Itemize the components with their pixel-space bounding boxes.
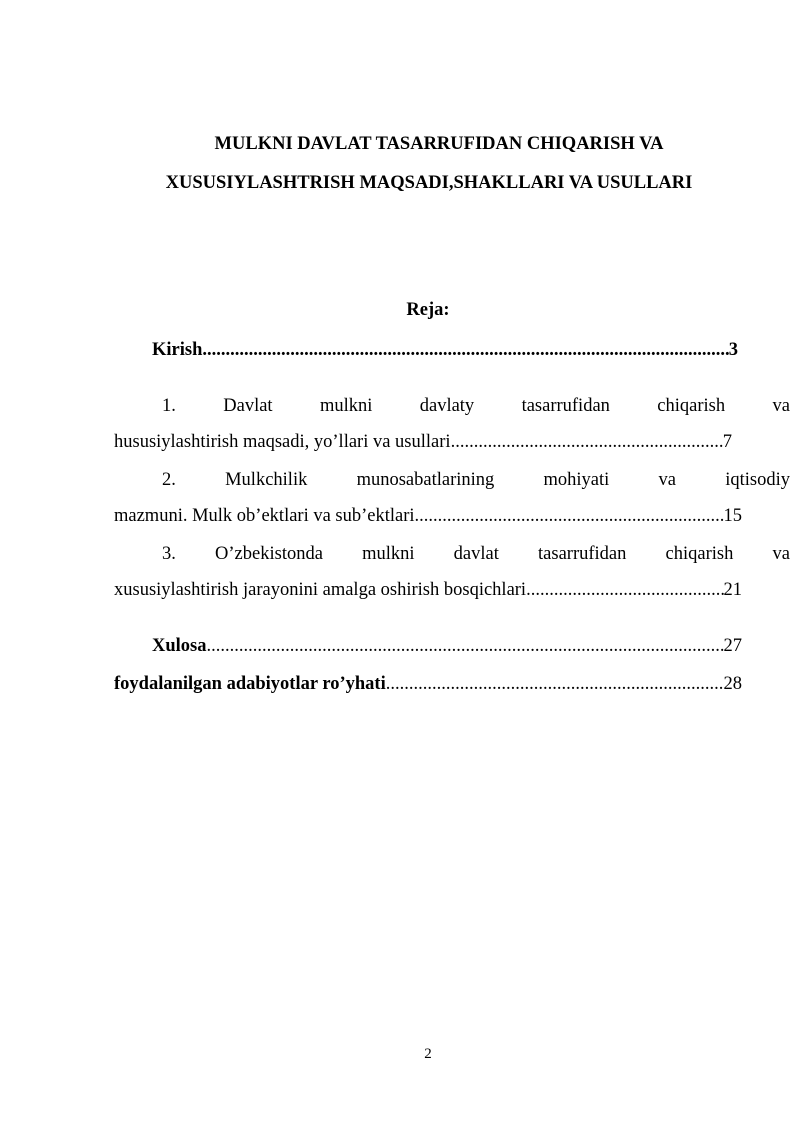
toc-item-1-line-2[interactable] bbox=[114, 430, 732, 454]
toc-item-3-line-2[interactable] bbox=[114, 578, 742, 602]
toc-entry-references[interactable] bbox=[114, 672, 742, 696]
toc-item-word: davlaty bbox=[419, 396, 475, 416]
toc-conclusion-label: Xulosa bbox=[152, 636, 207, 656]
toc-item-word: O’zbekistonda bbox=[215, 544, 323, 564]
toc-conclusion-page: 27 bbox=[723, 636, 742, 656]
toc-item-word: tasarrufidan bbox=[538, 544, 627, 564]
toc-leader-dots bbox=[526, 578, 723, 602]
plan-heading: Reja: bbox=[406, 300, 450, 320]
toc-item-word: va bbox=[658, 470, 676, 490]
toc-intro-label: Kirish bbox=[152, 340, 203, 360]
document-title-line-2: XUSUSIYLASHTRISH MAQSADI,SHAKLLARI VA USULLARI bbox=[165, 173, 693, 193]
toc-references-label: foydalanilgan adabiyotlar ro’yhati bbox=[114, 674, 386, 694]
toc-item-word: Mulkchilik bbox=[225, 470, 308, 490]
toc-item-page: 21 bbox=[723, 580, 742, 600]
toc-item-word: chiqarish bbox=[665, 544, 734, 564]
toc-item-page: 7 bbox=[722, 432, 732, 452]
toc-item-text: mazmuni. Mulk ob’ektlari va sub’ektlari bbox=[114, 506, 415, 526]
toc-leader-dots bbox=[415, 504, 724, 528]
toc-item-number: 3. bbox=[162, 544, 176, 564]
toc-item-word: iqtisodiy bbox=[725, 470, 790, 490]
toc-item-2-line-1[interactable] bbox=[114, 468, 790, 492]
toc-entry-intro[interactable] bbox=[152, 338, 738, 362]
toc-item-word: Davlat bbox=[223, 396, 273, 416]
toc-item-number: 1. bbox=[162, 396, 176, 416]
toc-leader-dots bbox=[202, 338, 728, 362]
toc-item-word: mohiyati bbox=[543, 470, 610, 490]
document-title-line-1: MULKNI DAVLAT TASARRUFIDAN CHIQARISH VA bbox=[214, 134, 664, 154]
toc-intro-page: 3 bbox=[728, 340, 738, 360]
toc-leader-dots bbox=[386, 672, 724, 696]
toc-item-3-line-1[interactable] bbox=[114, 542, 790, 566]
toc-entry-conclusion[interactable] bbox=[152, 634, 742, 658]
toc-item-word: chiqarish bbox=[657, 396, 726, 416]
toc-item-text: xususiylashtirish jarayonini amalga oshirish bosqichlari bbox=[114, 580, 527, 600]
toc-item-text: hususiylashtirish maqsadi, yo’llari va usullari bbox=[114, 432, 451, 452]
toc-item-word: davlat bbox=[453, 544, 499, 564]
toc-item-page: 15 bbox=[723, 506, 742, 526]
toc-item-word: va bbox=[772, 544, 790, 564]
toc-item-2-line-2[interactable] bbox=[114, 504, 742, 528]
toc-item-word: tasarrufidan bbox=[521, 396, 610, 416]
toc-leader-dots bbox=[207, 634, 724, 658]
toc-references-page: 28 bbox=[723, 674, 742, 694]
toc-leader-dots bbox=[451, 430, 723, 454]
toc-item-word: mulkni bbox=[319, 396, 373, 416]
page-number: 2 bbox=[424, 1046, 432, 1062]
toc-item-word: va bbox=[772, 396, 790, 416]
toc-item-1-line-1[interactable] bbox=[114, 394, 790, 418]
toc-item-number: 2. bbox=[162, 470, 176, 490]
toc-item-word: mulkni bbox=[362, 544, 415, 564]
toc-item-word: munosabatlarining bbox=[356, 470, 495, 490]
